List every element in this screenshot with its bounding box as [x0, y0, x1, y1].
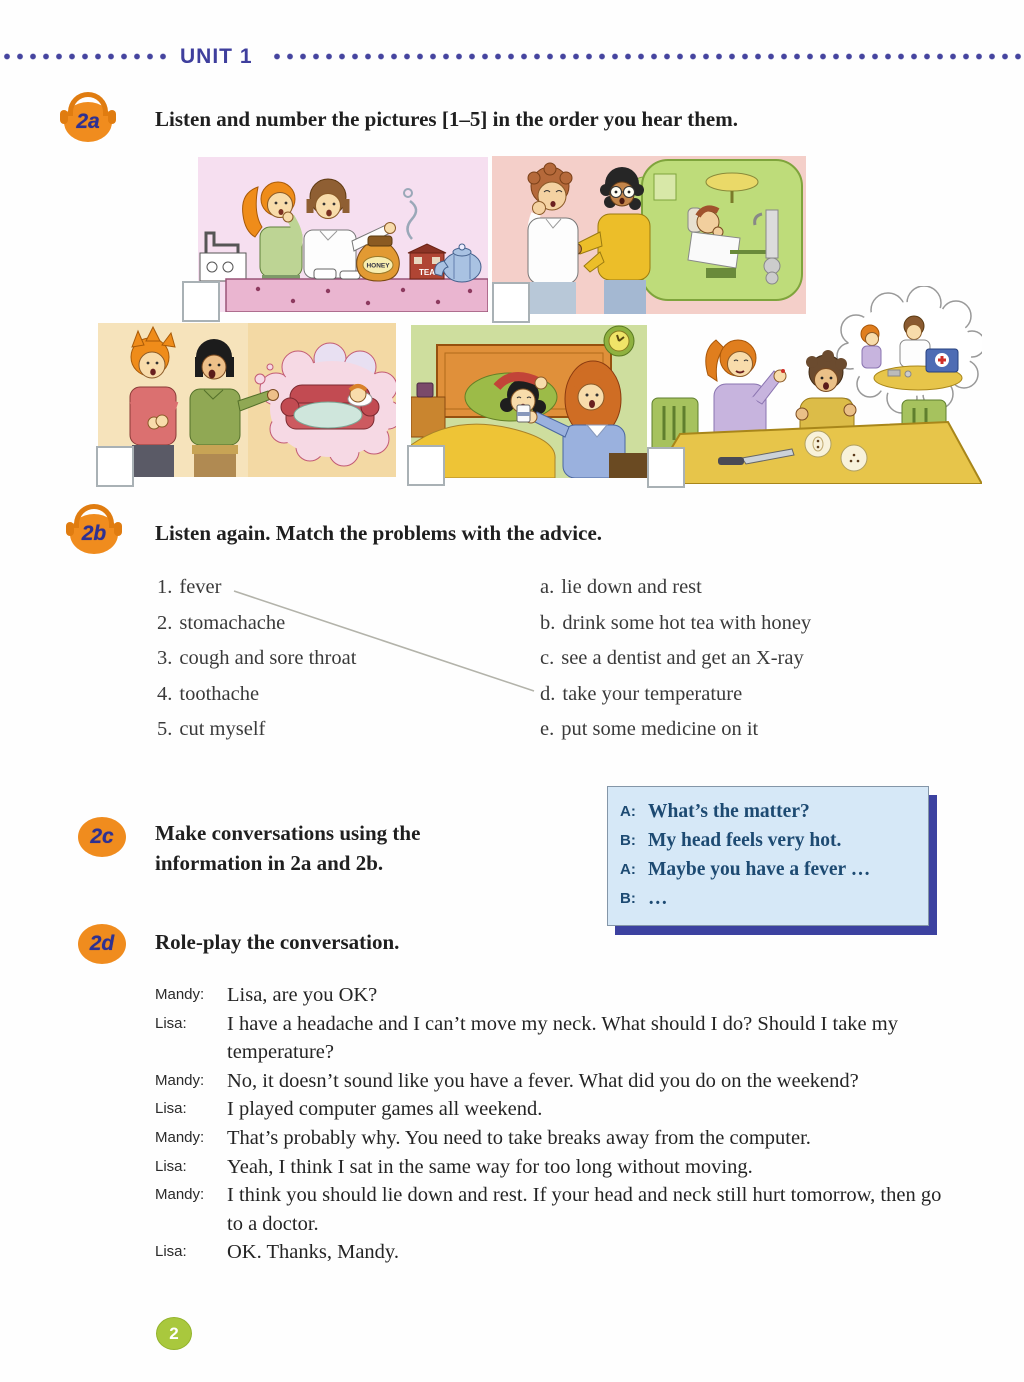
- title-2c-line1: Make conversations using the: [155, 821, 421, 845]
- advice-letter: d.: [540, 682, 556, 705]
- badge-2b-listening: 2b: [70, 514, 118, 554]
- advice-letter: a.: [540, 576, 555, 598]
- advice-letter: e.: [540, 718, 555, 741]
- advice-text: put some medicine on it: [561, 718, 759, 741]
- example-line: [620, 855, 920, 884]
- advice-text: drink some hot tea with honey: [562, 611, 812, 634]
- advice-letter: c.: [540, 647, 555, 670]
- badge-2c: 2c: [78, 817, 126, 857]
- title-2a: Listen and number the pictures [1–5] in the order you hear them.: [155, 107, 738, 131]
- example-text: What’s the matter?: [648, 801, 810, 822]
- picture-3-stomachache-sofa: [98, 323, 396, 477]
- dialogue-text: I think you should lie down and rest. If your head and neck still hurt tomorrow, then go to a doctor.: [227, 1184, 942, 1235]
- dialogue-text: Lisa, are you OK?: [227, 984, 378, 1006]
- dialogue-line: [155, 1124, 957, 1153]
- picture-4-fever-bed: [411, 325, 647, 478]
- honey-label: HONEY: [366, 262, 390, 270]
- answer-box-picture-3[interactable]: [96, 446, 134, 487]
- dialogue-line: [155, 1181, 957, 1238]
- dialogue-speaker: Lisa:: [155, 1157, 187, 1175]
- answer-box-picture-1[interactable]: [182, 281, 220, 322]
- example-conversation-box: [607, 786, 929, 926]
- table-with-knife-apple: [650, 422, 982, 484]
- problem-number: 1.: [157, 576, 173, 598]
- dialogue-speaker: Lisa:: [155, 1100, 187, 1118]
- advice-item[interactable]: [540, 712, 811, 748]
- example-speaker: A:: [620, 803, 636, 820]
- example-line: [620, 826, 920, 855]
- dialogue-speaker: Mandy:: [155, 986, 205, 1003]
- dialogue-speaker: Lisa:: [155, 1243, 187, 1261]
- dialogue-text: I played computer games all weekend.: [227, 1098, 543, 1121]
- first-aid-thought-bubble: [831, 286, 983, 420]
- dialogue-line: [155, 1153, 957, 1182]
- advice-text: take your temperature: [562, 682, 743, 705]
- example-line: [620, 797, 920, 826]
- header-dots-right: [272, 51, 1024, 62]
- problem-text: stomachache: [179, 611, 286, 634]
- dialogue-speaker: Mandy:: [155, 1071, 205, 1089]
- title-2b: Listen again. Match the problems with the advice.: [155, 521, 603, 545]
- role-play-dialogue: [155, 981, 957, 1267]
- answer-box-picture-5[interactable]: [647, 447, 685, 488]
- advice-item[interactable]: [540, 570, 811, 606]
- dialogue-line: [155, 1238, 957, 1267]
- problem-number: 5.: [157, 718, 173, 741]
- answer-box-picture-4[interactable]: [407, 445, 445, 486]
- sick-girl-in-bed: [465, 373, 557, 421]
- page-number-badge: 2: [156, 1317, 192, 1350]
- dialogue-text: OK. Thanks, Mandy.: [227, 1241, 399, 1264]
- dialogue-speaker: Mandy:: [155, 1186, 205, 1204]
- dialogue-line: [155, 981, 957, 1010]
- header-dots-left: [2, 51, 168, 62]
- advice-item[interactable]: [540, 641, 811, 677]
- example-line: [620, 884, 920, 913]
- advice-text: see a dentist and get an X-ray: [561, 647, 804, 670]
- example-text: …: [648, 888, 668, 909]
- advice-list: [540, 570, 811, 748]
- dialogue-text: No, it doesn’t sound like you have a fever. What did you do on the weekend?: [227, 1069, 859, 1092]
- dialogue-line: [155, 1067, 957, 1096]
- example-text: My head feels very hot.: [648, 830, 842, 851]
- bedside-bench: [609, 453, 647, 478]
- advice-item[interactable]: [540, 677, 811, 713]
- dialogue-text: I have a headache and I can’t move my neck. What should I do? Should I take my temperature?: [227, 1012, 898, 1064]
- badge-2d: 2d: [78, 924, 126, 964]
- problem-number: 3.: [157, 647, 173, 670]
- title-2d: Role-play the conversation.: [155, 930, 400, 954]
- dialogue-text: That’s probably why. You need to take breaks away from the computer.: [227, 1126, 811, 1149]
- dialogue-line: [155, 1095, 957, 1124]
- problem-number: 4.: [157, 682, 173, 705]
- match-line-fever-to-d: [228, 578, 548, 700]
- example-speaker: B:: [620, 832, 636, 849]
- problem-text: cut myself: [179, 718, 266, 741]
- title-2c-line2: information in 2a and 2b.: [155, 851, 384, 875]
- advice-item[interactable]: [540, 606, 811, 642]
- dialogue-speaker: Lisa:: [155, 1014, 187, 1032]
- example-speaker: A:: [620, 861, 636, 878]
- problem-text: toothache: [179, 682, 260, 705]
- problem-number: 2.: [157, 611, 173, 634]
- advice-text: lie down and rest: [561, 576, 702, 598]
- dialogue-text: Yeah, I think I sat in the same way for too long without moving.: [227, 1155, 753, 1178]
- problem-item[interactable]: [157, 712, 356, 748]
- problem-text: cough and sore throat: [179, 647, 357, 670]
- tea-label: TEA: [419, 268, 435, 277]
- unit-title: UNIT 1: [180, 45, 253, 68]
- dialogue-speaker: Mandy:: [155, 1128, 205, 1146]
- badge-2a-listening: 2a: [64, 102, 112, 142]
- answer-box-picture-2[interactable]: [492, 282, 530, 323]
- picture-5-cut-finger: [650, 286, 982, 484]
- example-text: Maybe you have a fever …: [648, 859, 871, 880]
- advice-letter: b.: [540, 611, 556, 634]
- dialogue-line: [155, 1010, 957, 1067]
- problem-text: fever: [179, 576, 222, 598]
- example-speaker: B:: [620, 890, 636, 907]
- picture-1-honey-tea: [198, 157, 488, 312]
